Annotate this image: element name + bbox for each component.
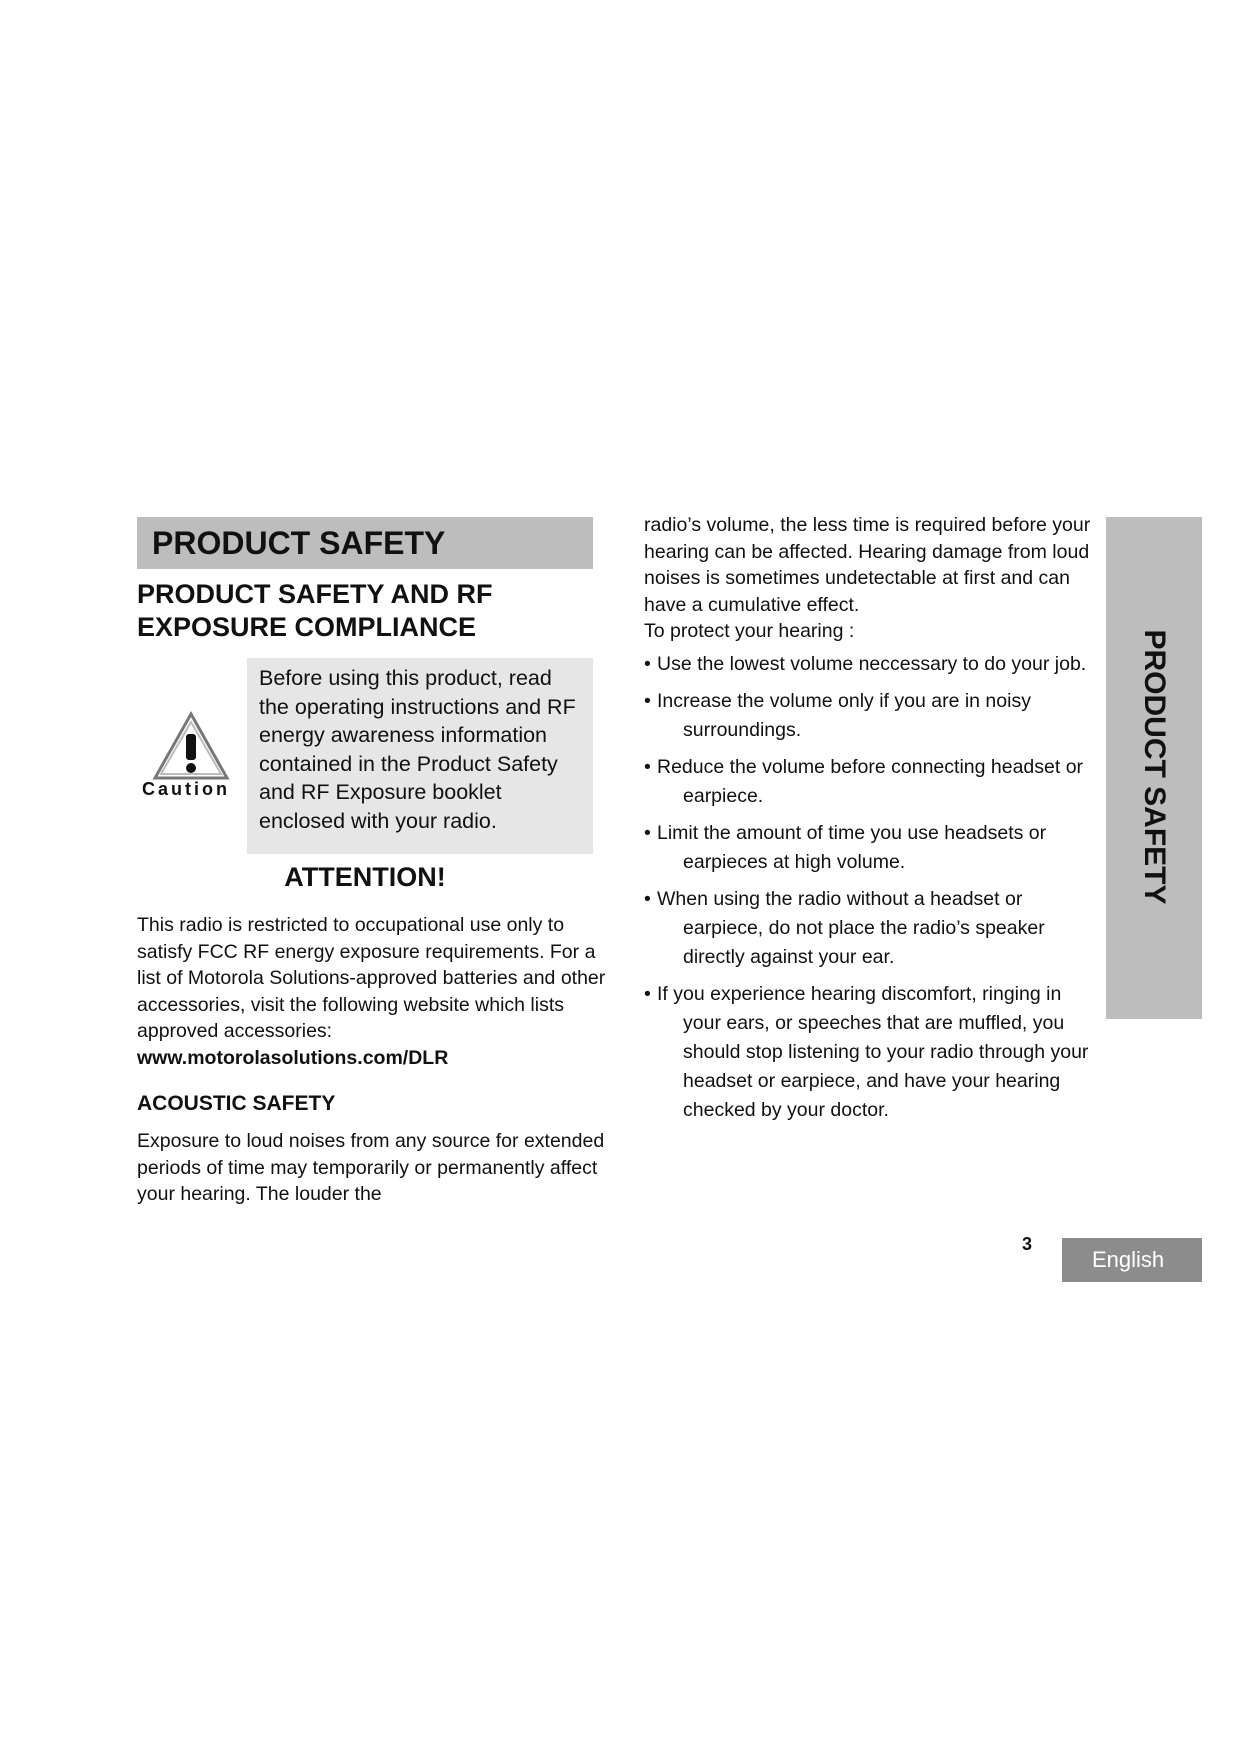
caution-triangle-icon bbox=[151, 710, 231, 782]
attention-paragraph bbox=[137, 912, 607, 1071]
section-heading bbox=[137, 578, 607, 644]
acoustic-safety-heading: ACOUSTIC SAFETY bbox=[137, 1092, 336, 1115]
list-item: • When using the radio without a headset or earpiece, do not place the radio’s speaker directly against your ear. bbox=[644, 888, 1045, 968]
side-tab-label: PRODUCT SAFETY bbox=[1138, 629, 1171, 905]
accessories-url: www.motorolasolutions.com/DLR bbox=[137, 1046, 449, 1069]
acoustic-safety-continued: radio’s volume, the less time is required before your hearing can be affected. Hearing damage from loud noises is sometimes undetectable at first and can have a cumulative effect. bbox=[644, 514, 1091, 616]
page-number: 3 bbox=[1022, 1234, 1033, 1254]
language-tab: English bbox=[1062, 1238, 1202, 1282]
protect-hearing-lead: To protect your hearing : bbox=[644, 620, 855, 642]
acoustic-safety-body: Exposure to loud noises from any source for extended periods of time may temporarily or permanently affect your hearing. The louder the bbox=[137, 1130, 605, 1205]
hearing-tips-list bbox=[644, 650, 1104, 1133]
list-item: • Limit the amount of time you use headsets or earpieces at high volume. bbox=[644, 822, 1047, 873]
list-item: • Reduce the volume before connecting headset or earpiece. bbox=[644, 756, 1084, 807]
attention-heading: ATTENTION! bbox=[284, 862, 446, 892]
caution-notice: Before using this product, read the operating instructions and RF energy awareness information contained in the Product Safety and RF Exposure booklet enclosed with your radio. bbox=[247, 658, 593, 854]
section-side-tab bbox=[1106, 517, 1202, 1019]
section-heading-line2: EXPOSURE COMPLIANCE bbox=[137, 612, 477, 642]
attention-body: This radio is restricted to occupational use only to satisfy FCC RF energy exposure requirements. For a list of Motorola Solutions-approved batteries and other accessories, visit the following website which lists approved accessories: bbox=[137, 914, 606, 1042]
page-banner-title: PRODUCT SAFETY bbox=[137, 517, 593, 569]
caution-label: Caution bbox=[142, 779, 230, 799]
list-item: • If you experience hearing discomfort, ringing in your ears, or speeches that are muffled, you should stop listening to your radio through your headset or earpiece, and have your hearing checked by your doctor. bbox=[644, 983, 1089, 1121]
list-item: • Use the lowest volume neccessary to do your job. bbox=[644, 653, 1087, 675]
list-item: • Increase the volume only if you are in noisy surroundings. bbox=[644, 690, 1031, 741]
section-heading-line1: PRODUCT SAFETY AND RF bbox=[137, 579, 493, 609]
